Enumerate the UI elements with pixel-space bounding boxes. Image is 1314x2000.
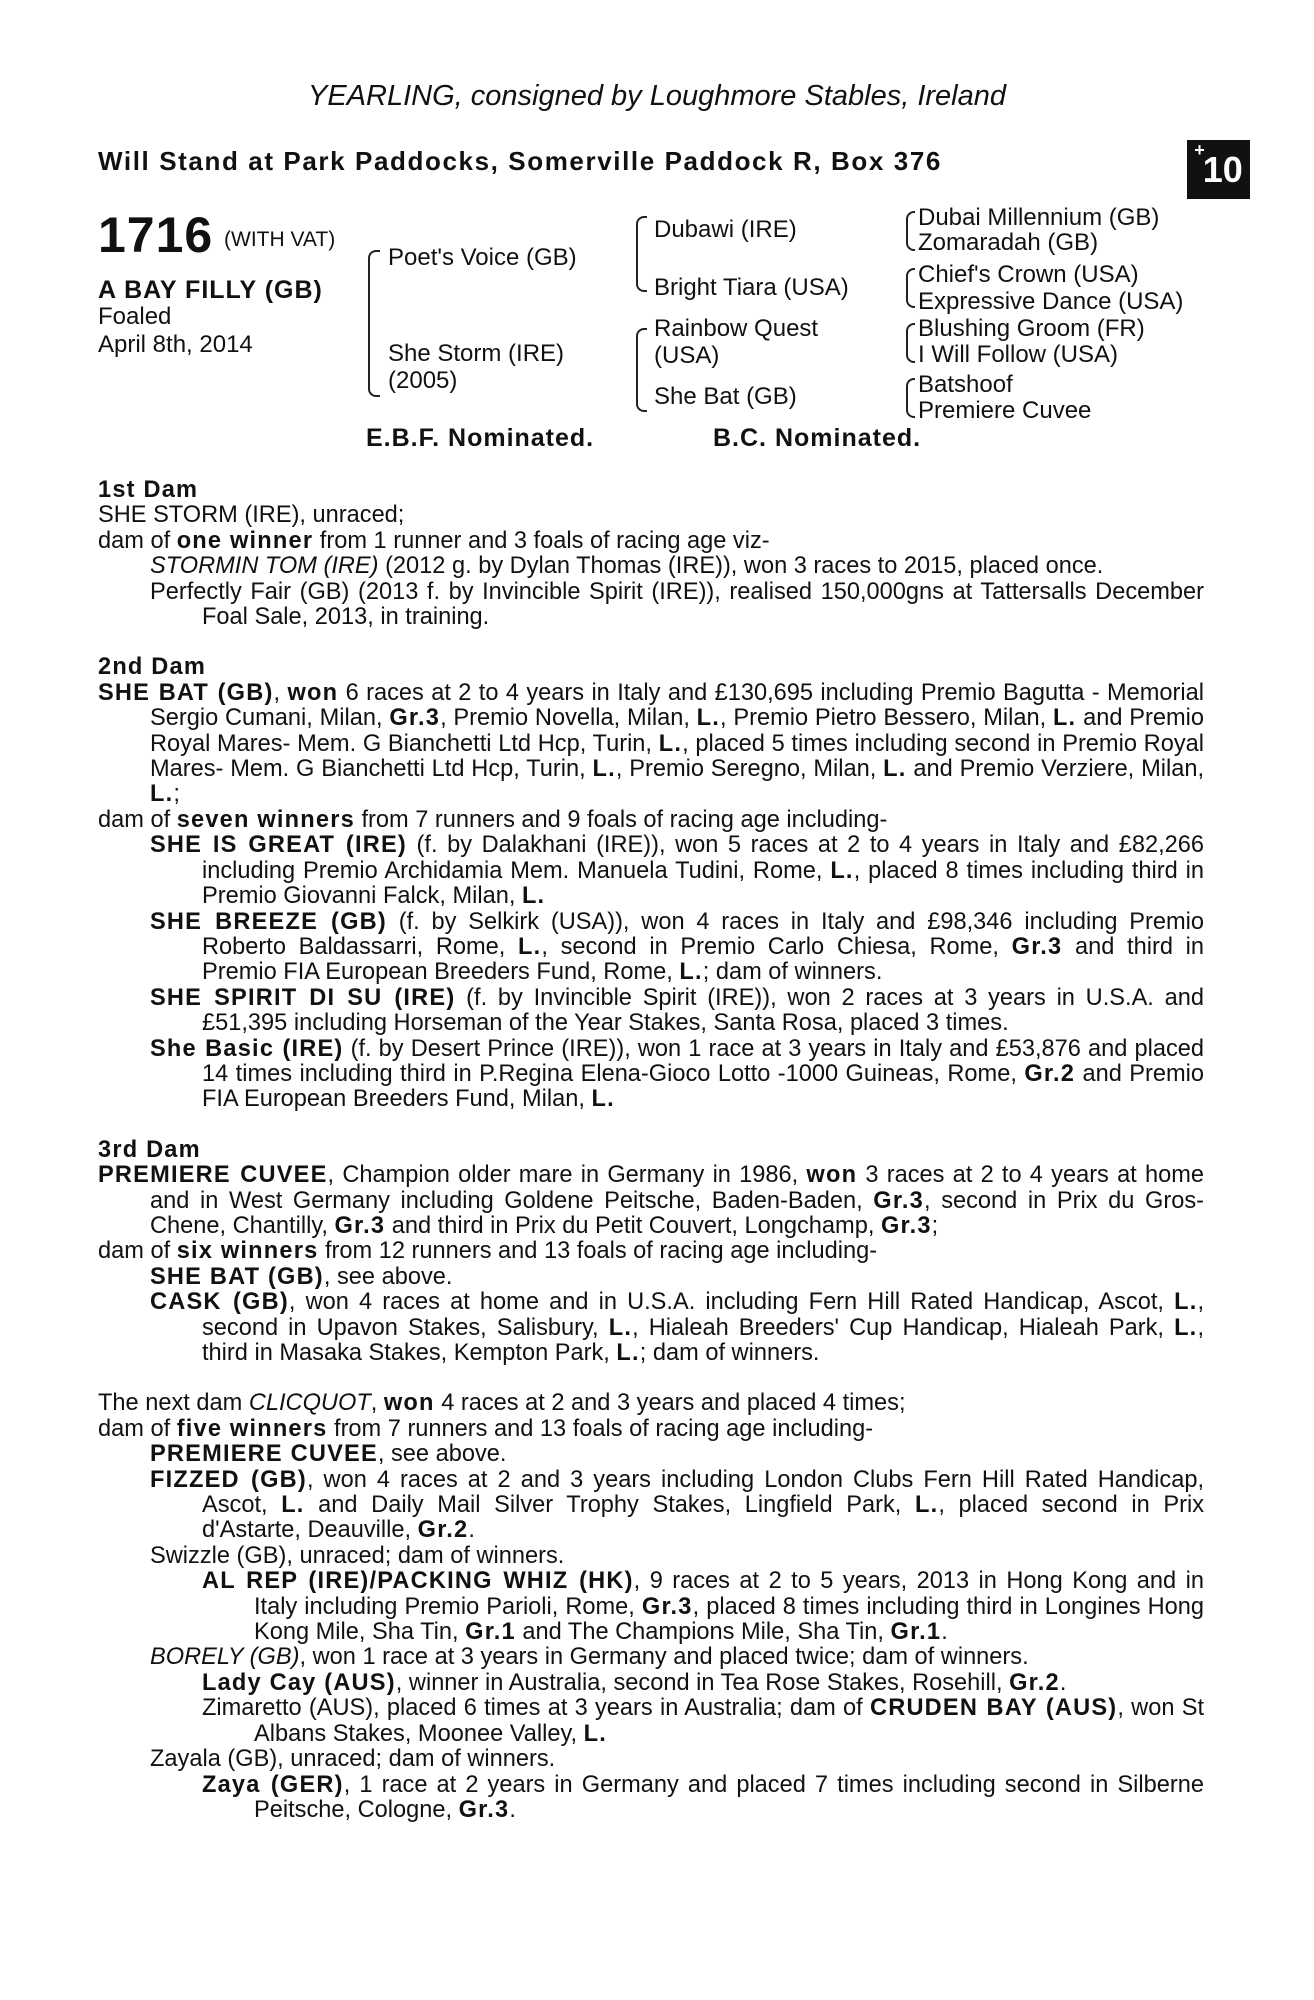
t: and The Champions Mile, Sha Tin,	[515, 1619, 891, 1646]
t: 3 races at 2 to 4 years at home and in West Germany including Goldene Peitsche, Baden-Baden,	[150, 1162, 1204, 1214]
third-dam-record	[98, 1163, 1204, 1239]
next-dam-winners	[98, 1417, 1204, 1442]
t: dam of	[98, 1238, 177, 1265]
progeny-she-bat	[150, 1265, 1204, 1290]
t: , Champion older mare in Germany in 1986,	[327, 1162, 807, 1189]
brace-gen1	[368, 250, 380, 397]
t: L.	[150, 781, 174, 808]
progeny-zimaretto	[202, 1696, 1204, 1747]
t: , won 1 race at 3 years in Germany and placed twice; dam of winners.	[299, 1644, 1029, 1671]
bc-nominated: B.C. Nominated.	[713, 424, 922, 452]
t: five winners	[176, 1415, 328, 1442]
first-dam-heading: 1st Dam	[98, 477, 199, 503]
pedigree-dam-dam: She Bat (GB)	[654, 383, 797, 410]
t: , won 4 races at home and in U.S.A. including Fern Hill Rated Handicap, Ascot,	[288, 1289, 1175, 1316]
t: from 1 runner and 3 foals of racing age viz-	[313, 527, 770, 554]
t: , won St Albans Stakes, Moonee Valley,	[254, 1695, 1204, 1747]
t: , placed 5 times including second in Premio Royal Mares- Mem. G Bianchetti Ltd Hcp, Turin,	[150, 730, 1204, 783]
t: STORMIN TOM (IRE)	[150, 553, 379, 580]
pedigree-dam	[388, 340, 564, 394]
t: (2012 g. by Dylan Thomas (IRE)), won 3 races to 2015, placed once.	[378, 553, 1104, 580]
next-dam-record	[98, 1391, 1204, 1416]
t: .	[468, 1517, 475, 1544]
progeny-swizzle: Swizzle (GB), unraced; dam of winners.	[150, 1542, 565, 1569]
badge-plus: +	[1194, 140, 1205, 160]
t: , see above.	[323, 1263, 453, 1290]
t: , 1 race at 2 years in Germany and placed 7 times including second in Silberne Peitsche, Cologne,	[254, 1771, 1204, 1823]
catalogue-body	[98, 478, 1204, 1823]
t: .	[509, 1796, 516, 1823]
foaled-label: Foaled	[98, 303, 172, 330]
t: Gr.1	[890, 1619, 942, 1646]
pedigree-g8: Premiere Cuvee	[918, 397, 1092, 424]
t: ;	[173, 781, 180, 808]
pedigree-g5: Blushing Groom (FR)	[918, 315, 1145, 342]
t: CASK (GB)	[150, 1289, 289, 1316]
second-dam-heading: 2nd Dam	[98, 654, 207, 681]
foaled-date: April 8th, 2014	[98, 331, 253, 358]
t: .	[941, 1619, 948, 1646]
t: , Premio Pietro Bessero, Milan,	[720, 705, 1053, 732]
t: , placed second in Prix d'Astarte, Deauville,	[202, 1492, 1204, 1544]
spacer	[98, 1113, 1204, 1138]
brace-gen2a	[636, 216, 647, 292]
t: ,	[370, 1390, 384, 1417]
ebf-nominated: E.B.F. Nominated.	[366, 424, 595, 452]
t: , placed 8 times including third in Longines Hong Kong Mile, Sha Tin,	[254, 1593, 1204, 1646]
t: Gr.3	[1011, 933, 1063, 960]
pedigree-g7: Batshoof	[918, 371, 1013, 398]
brace-g3b	[906, 268, 915, 308]
t: seven winners	[176, 806, 355, 833]
first-dam-record	[98, 529, 1204, 554]
t: (f. by Dalakhani (IRE)), won 5 races at 2 to 4 years in Italy and £82,266 including Premio Archidamia Mem. Manuela Tudini, Rome,	[202, 832, 1204, 884]
t: , second in Upavon Stakes, Salisbury,	[202, 1289, 1205, 1341]
t: from 7 runners and 13 foals of racing age including-	[327, 1415, 874, 1442]
progeny-cask	[150, 1290, 1204, 1366]
t: dam of	[98, 527, 177, 554]
t: and Premio Royal Mares- Mem. G Bianchetti Ltd Hcp, Turin,	[150, 705, 1204, 757]
t: L.	[658, 730, 683, 757]
t: SHE BREEZE (GB)	[150, 908, 387, 935]
t: SHE IS GREAT (IRE)	[150, 832, 407, 859]
pedigree-dam-year: (2005)	[388, 367, 458, 394]
t: PREMIERE CUVEE	[98, 1162, 328, 1189]
t: Gr.3	[641, 1593, 693, 1620]
t: Gr.2	[1024, 1060, 1076, 1087]
pedigree-g2: Zomaradah (GB)	[918, 229, 1099, 256]
brace-gen2b	[636, 328, 647, 412]
t: and third in Prix du Petit Couvert, Longchamp,	[385, 1212, 881, 1239]
t: won	[287, 679, 339, 706]
t: Lady Cay (AUS)	[202, 1669, 396, 1696]
t: L.	[521, 883, 546, 910]
pedigree-sire-dam: Bright Tiara (USA)	[654, 274, 849, 301]
page-badge	[1187, 140, 1250, 199]
t: BORELY (GB)	[150, 1644, 300, 1671]
brace-g3c	[906, 323, 915, 363]
t: from 12 runners and 13 foals of racing age including-	[318, 1238, 878, 1265]
t: Zaya (GER)	[202, 1771, 344, 1798]
pedigree-g1: Dubai Millennium (GB)	[918, 204, 1160, 231]
t: dam of	[98, 806, 177, 833]
t: and third in Premio FIA European Breeders Fund, Rome,	[202, 933, 1204, 986]
t: PREMIERE CUVEE	[150, 1441, 378, 1468]
t: L.	[1052, 705, 1077, 732]
t: , Hialeah Breeders' Cup Handicap, Hialeah Park,	[632, 1314, 1175, 1341]
badge-number: 10	[1202, 149, 1243, 190]
t: L.	[592, 756, 616, 783]
t: ;	[931, 1212, 939, 1239]
t: She Basic (IRE)	[150, 1035, 344, 1062]
lot-number: 1716	[98, 207, 214, 263]
t: , placed 8 times including third in Premio Giovanni Falck, Milan,	[202, 857, 1204, 910]
pedigree-sire: Poet's Voice (GB)	[388, 244, 577, 271]
progeny-fizzed	[150, 1468, 1204, 1544]
t: L.	[608, 1314, 633, 1341]
t: L.	[518, 933, 542, 960]
third-dam-heading: 3rd Dam	[98, 1136, 201, 1163]
t: ,	[273, 679, 288, 706]
t: one winner	[176, 527, 314, 554]
t: Gr.2	[1009, 1669, 1060, 1696]
t: 4 races at 2 and 3 years and placed 4 times;	[434, 1390, 906, 1417]
t: , 9 races at 2 to 5 years, 2013 in Hong Kong and in Italy including Premio Parioli, Rome,	[254, 1568, 1204, 1620]
t: L.	[830, 857, 854, 884]
t: , third in Masaka Stakes, Kempton Park,	[202, 1314, 1204, 1366]
t: , second in Prix du Gros-Chene, Chantilly,	[150, 1187, 1204, 1239]
progeny-she-basic	[150, 1037, 1204, 1113]
t: .	[1059, 1669, 1067, 1696]
t: , Premio Seregno, Milan,	[615, 756, 884, 783]
progeny-stormin-tom	[150, 554, 1204, 579]
t: and Daily Mail Silver Trophy Stakes, Lingfield Park,	[304, 1492, 915, 1519]
progeny-premiere-cuvee	[150, 1442, 1204, 1467]
t: dam of	[98, 1415, 177, 1442]
pedigree-g4: Expressive Dance (USA)	[918, 288, 1184, 315]
pedigree-g6: I Will Follow (USA)	[918, 341, 1119, 368]
t: , won 4 races at 2 and 3 years including London Clubs Fern Hill Rated Handicap, Ascot,	[202, 1466, 1204, 1519]
t: , winner in Australia, second in Tea Rose Stakes, Rosehill,	[395, 1669, 1010, 1696]
t: , Premio Novella, Milan,	[440, 705, 697, 732]
second-dam-record	[98, 681, 1204, 808]
t: 6 races at 2 to 4 years in Italy and £130,695 including Premio Bagutta - Memorial Sergio Cumani, Milan,	[150, 679, 1204, 732]
third-dam-winners	[98, 1239, 1204, 1264]
first-dam-name: SHE STORM (IRE), unraced;	[98, 502, 405, 529]
t: L.	[583, 1720, 607, 1747]
progeny-zaya	[202, 1773, 1204, 1824]
lot-description: A BAY FILLY (GB)	[98, 276, 323, 304]
pedigree-dam-sire-name: Rainbow Quest	[654, 315, 819, 342]
t: L.	[1174, 1289, 1198, 1316]
t: Gr.3	[873, 1187, 925, 1214]
t: and Premio FIA European Breeders Fund, Milan,	[202, 1060, 1204, 1113]
t: (f. by Selkirk (USA)), won 4 races in Italy and £98,346 including Premio Roberto Baldassarri, Rome,	[202, 908, 1204, 960]
progeny-al-rep	[202, 1569, 1204, 1645]
t: won	[806, 1162, 858, 1189]
pedigree-dam-sire	[654, 315, 818, 369]
progeny-she-is-great	[150, 833, 1204, 909]
t: and Premio Verziere, Milan,	[906, 756, 1205, 783]
t: L.	[679, 959, 703, 986]
progeny-borely	[150, 1645, 1204, 1670]
t: Gr.2	[417, 1517, 469, 1544]
t: CLICQUOT	[248, 1390, 371, 1417]
progeny-zayala: Zayala (GB), unraced; dam of winners.	[150, 1746, 556, 1773]
t: CRUDEN BAY (AUS)	[869, 1695, 1118, 1722]
t: The next dam	[98, 1390, 249, 1417]
t: Gr.3	[389, 705, 441, 732]
t: SHE BAT (GB)	[150, 1263, 324, 1290]
pedigree-dam-sire-country: (USA)	[654, 342, 720, 369]
t: Zimaretto (AUS), placed 6 times at 3 years in Australia; dam of	[202, 1695, 870, 1722]
t: Gr.3	[458, 1796, 510, 1823]
spacer	[98, 630, 1204, 655]
t: Gr.1	[465, 1619, 516, 1646]
t: ; dam of winners.	[639, 1340, 820, 1366]
t: SHE BAT (GB)	[98, 679, 274, 706]
pedigree-g3: Chief's Crown (USA)	[918, 261, 1139, 288]
foaled-info	[98, 303, 253, 359]
progeny-perfectly-fair: Perfectly Fair (GB) (2013 f. by Invincible Spirit (IRE)), realised 150,000gns at Tattersalls December Foal Sale, 2013, in training.	[150, 578, 1204, 631]
progeny-lady-cay	[202, 1671, 1204, 1696]
pedigree-sire-sire: Dubawi (IRE)	[654, 216, 797, 243]
t: L.	[616, 1340, 640, 1366]
brace-g3a	[906, 211, 915, 251]
t: from 7 runners and 9 foals of racing age including-	[354, 806, 888, 833]
lot-vat: (WITH VAT)	[224, 228, 336, 251]
t: , see above.	[377, 1441, 507, 1468]
progeny-she-spirit	[150, 986, 1204, 1037]
t: AL REP (IRE)/PACKING WHIZ (HK)	[202, 1568, 634, 1595]
t: ; dam of winners.	[702, 959, 883, 986]
t: , second in Premio Carlo Chiesa, Rome,	[541, 933, 1012, 960]
t: FIZZED (GB)	[150, 1466, 307, 1493]
t: SHE SPIRIT DI SU (IRE)	[150, 984, 456, 1011]
t: Gr.3	[880, 1212, 932, 1239]
t: (f. by Invincible Spirit (IRE)), won 2 races at 3 years in U.S.A. and £51,395 including Horseman of the Year Stakes, Santa Rosa, placed 3 times.	[202, 984, 1204, 1037]
t: L.	[1174, 1314, 1198, 1341]
t: L.	[914, 1492, 939, 1519]
t: (f. by Desert Prince (IRE)), won 1 race at 3 years in Italy and £53,876 and placed 14 times including third in P.Regina Elena-Gioco Lotto -1000 Guineas, Rome,	[202, 1035, 1204, 1087]
stand-location: Will Stand at Park Paddocks, Somerville Paddock R, Box 376	[98, 146, 942, 176]
t: L.	[281, 1492, 305, 1519]
t: L.	[883, 756, 907, 783]
second-dam-winners	[98, 808, 1204, 833]
t: won	[383, 1390, 435, 1417]
progeny-she-breeze	[150, 910, 1204, 986]
brace-g3d	[906, 378, 915, 418]
spacer	[98, 1366, 1204, 1391]
t: Gr.3	[334, 1212, 386, 1239]
t: L.	[591, 1086, 615, 1113]
t: six winners	[176, 1238, 319, 1265]
page-title: YEARLING, consigned by Loughmore Stables, Ireland	[307, 80, 1006, 112]
t: L.	[696, 705, 721, 732]
pedigree-dam-name: She Storm (IRE)	[388, 340, 565, 367]
